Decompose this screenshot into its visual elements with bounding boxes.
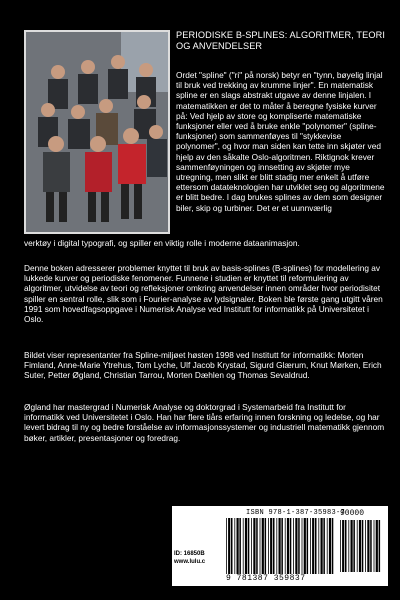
price-addon-number: 90000 (340, 509, 365, 518)
photo-caption-paragraph: Bildet viser representanter fra Spline-miljøet høsten 1998 ved Institutt for informatikk: Morten Fimland, Anne-Marie Ytrehus, Tom Lyche, Ulf Jacob Krystad, Sigurd Glærum, Knut Mørken, Erich Suter, Petter Øgland, Christian Tarrou, Morten Dæhlen og Thomas Sevaldrud. (24, 350, 382, 381)
group-photo (24, 30, 170, 234)
author-bio-paragraph: Øgland har mastergrad i Numerisk Analyse og doktorgrad i Systemarbeid fra Institutt for informatikk ved Universitetet i Oslo. Han har flere tiårs erfaring innen forskning og ledelse, og har levert bidrag til ny og bedre forståelse av informasjonssystemer og industriell matematikk gjennom bøker, artikler, presentasjoner og foredrag. (24, 402, 385, 443)
lulu-id-label (174, 550, 205, 566)
intro-paragraph-continued: verktøy i digital typografi, og spiller en viktig rolle i moderne dataanimasjon. (24, 238, 300, 248)
summary-paragraph: Denne boken adresserer problemer knyttet til bruk av basis-splines (B-splines) for modellering av lukkede kurver og periodiske fenomener. Funnene i studien er knyttet til reformulering av algoritmer, utvidelse av teori og refleksjoner omkring anvendelser innen områder hvor periodisitet spiller en sentral rolle, slik som i Fourier-analyse av lydsignaler. Boken ble første gang utgitt våren 1991 som hovedfagsoppgave i Numerisk Analyse ved Institutt for informatikk på Universitetet i Oslo. (24, 263, 383, 325)
barcode-box (172, 506, 388, 586)
lulu-id: ID: 16850B (174, 551, 205, 557)
lulu-url: www.lulu.c (174, 559, 206, 565)
intro-paragraph: Ordet "spline" ("ri" på norsk) betyr en "tynn, bøyelig linjal til bruk ved trekking av krumme linjer". En matematisk spline er en slags abstrakt utgave av denne linjalen. I matematikken er det to måter å beregne fysiske kurver på: Ved hjelp av store og kompliserte matematiske funksjoner eller ved å bruke enkle "polynomer" (spline-funksjoner) som sammenføyes til "stykkevise polynomer", og hvor man siden kan tette inn skjøter ved hjelp av den såkalte Oslo-algoritmen. Riktignok krever sammenføyningen og innsetting av skjøter mye utregning, men slikt er blitt stadig mer enkelt å utføre ettersom datateknologien har utviklet seg og algoritmene er blitt bedre. I dag brukes splines av dem som designer biler, skip og turbiner. Det er et uunnværlig (176, 70, 385, 213)
barcode-bars (226, 518, 336, 574)
book-title: PERIODISKE B-SPLINES: ALGORITMER, TEORI OG ANVENDELSER (176, 30, 385, 51)
isbn-text: ISBN 978-1-387-35983-7 (246, 509, 346, 517)
barcode-number: 9 781387 359837 (226, 574, 306, 583)
addon-barcode-bars (340, 520, 382, 572)
